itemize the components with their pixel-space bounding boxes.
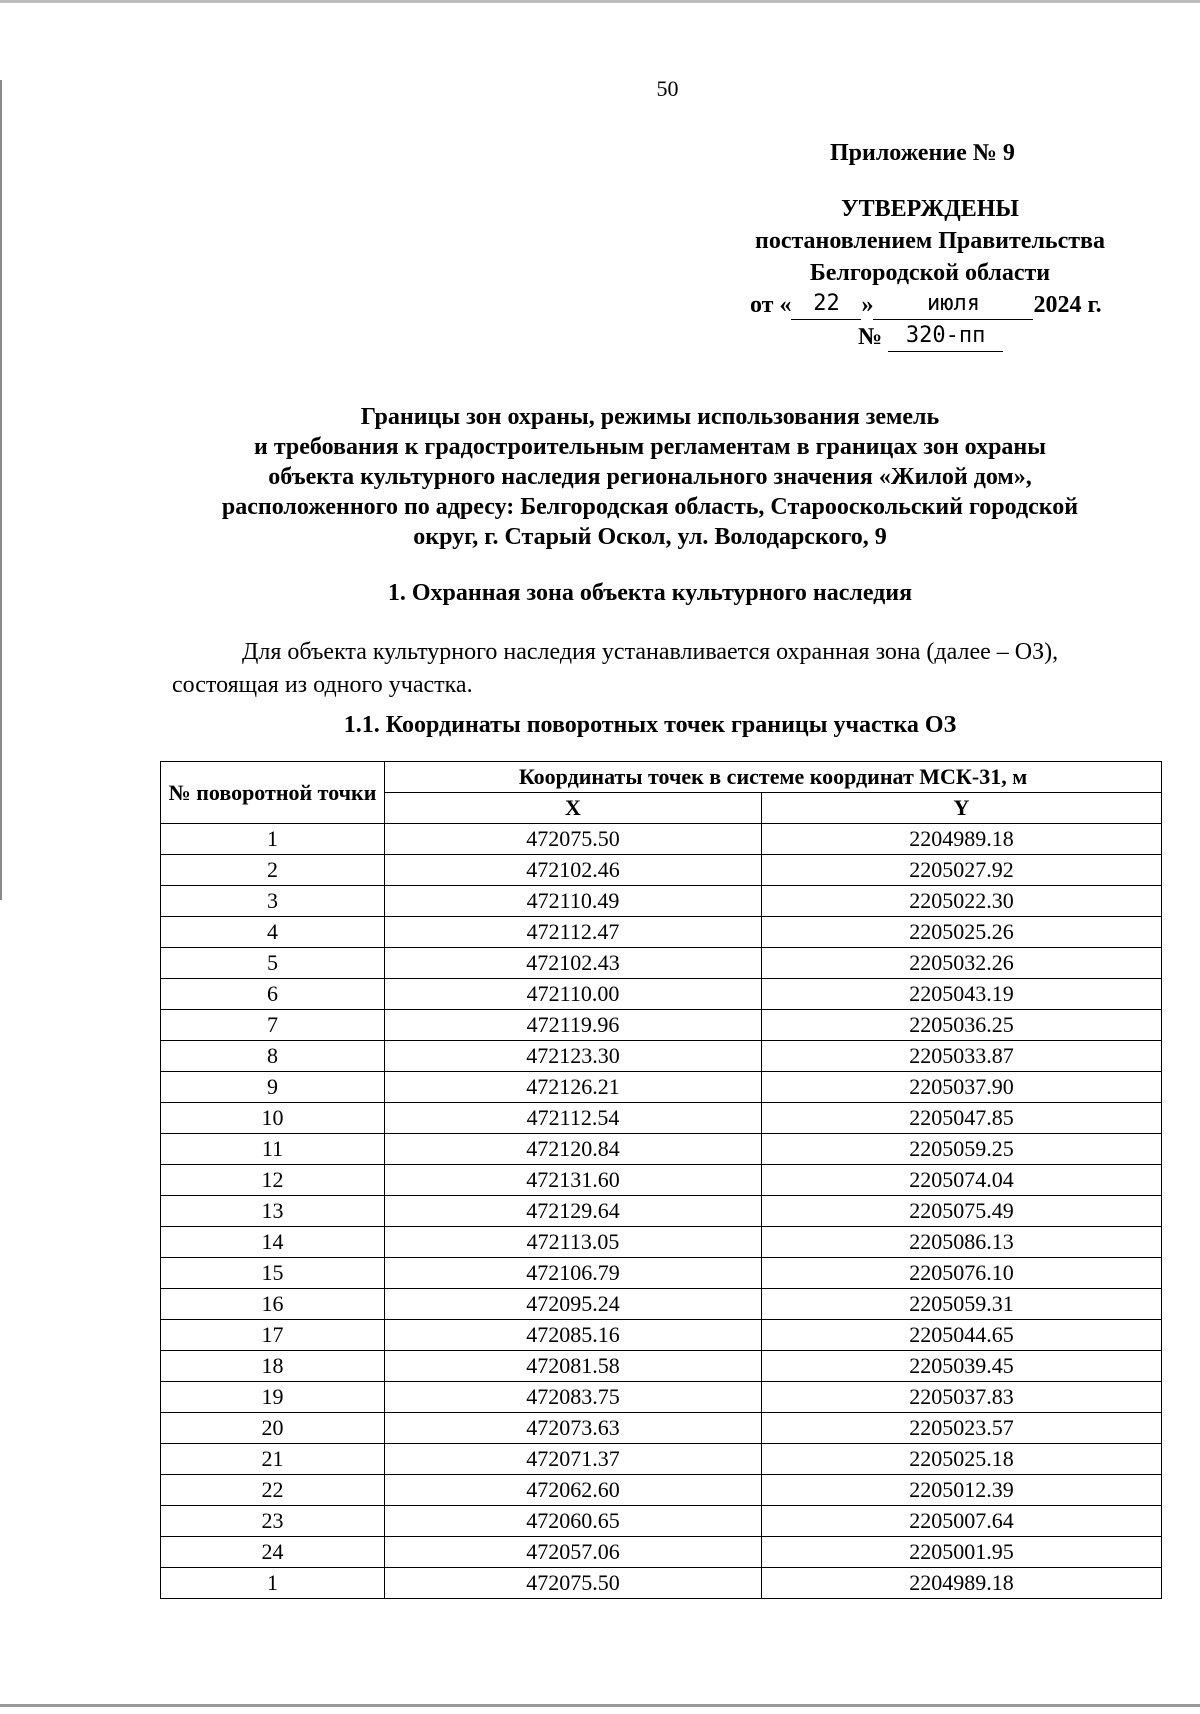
cell-x: 472102.46 (385, 855, 762, 886)
cell-x: 472071.37 (385, 1444, 762, 1475)
page-number: 50 (656, 76, 679, 101)
cell-x: 472057.06 (385, 1537, 762, 1568)
col-coordinates-header: Координаты точек в системе координат МСК-31, м (385, 762, 1162, 793)
document-title (170, 402, 1130, 552)
title-line: расположенного по адресу: Белгородская область, Старооскольский городской (221, 494, 1079, 520)
cell-x: 472060.65 (385, 1506, 762, 1537)
approved-label: УТВЕРЖДЕНЫ (841, 196, 1019, 222)
cell-point-number: 13 (161, 1196, 385, 1227)
cell-x: 472123.30 (385, 1041, 762, 1072)
date-prefix: от « (750, 292, 792, 318)
cell-y: 2205036.25 (762, 1010, 1162, 1041)
cell-y: 2205039.45 (762, 1351, 1162, 1382)
cell-point-number: 19 (161, 1382, 385, 1413)
cell-y: 2205059.31 (762, 1289, 1162, 1320)
cell-y: 2204989.18 (762, 824, 1162, 855)
cell-y: 2205007.64 (762, 1506, 1162, 1537)
cell-y: 2205044.65 (762, 1320, 1162, 1351)
cell-point-number: 18 (161, 1351, 385, 1382)
cell-point-number: 9 (161, 1072, 385, 1103)
table-row (161, 1103, 1162, 1134)
cell-x: 472106.79 (385, 1258, 762, 1289)
cell-point-number: 12 (161, 1165, 385, 1196)
approved-by: постановлением Правительства (754, 228, 1105, 254)
date-mid: » (861, 292, 874, 318)
title-line: округ, г. Старый Оскол, ул. Володарского, 9 (413, 524, 887, 550)
decree-number: 320-пп (888, 321, 1003, 352)
table-row (161, 1010, 1162, 1041)
table-row (161, 1382, 1162, 1413)
cell-y: 2205076.10 (762, 1258, 1162, 1289)
cell-y: 2205047.85 (762, 1103, 1162, 1134)
table-row (161, 1258, 1162, 1289)
col-x-header: X (385, 793, 762, 824)
cell-x: 472120.84 (385, 1134, 762, 1165)
cell-x: 472075.50 (385, 824, 762, 855)
table-row (161, 1537, 1162, 1568)
col-point-number-header: № поворотной точки (161, 762, 385, 824)
cell-x: 472083.75 (385, 1382, 762, 1413)
scan-edge-bottom (0, 1704, 1200, 1707)
cell-y: 2205033.87 (762, 1041, 1162, 1072)
cell-y: 2205059.25 (762, 1134, 1162, 1165)
table-row (161, 1041, 1162, 1072)
table-row (161, 1227, 1162, 1258)
cell-point-number: 3 (161, 886, 385, 917)
cell-y: 2205075.49 (762, 1196, 1162, 1227)
table-row (161, 824, 1162, 855)
cell-x: 472126.21 (385, 1072, 762, 1103)
number-prefix: № (858, 324, 883, 350)
cell-x: 472081.58 (385, 1351, 762, 1382)
col-y-header: Y (762, 793, 1162, 824)
approved-region: Белгородской области (809, 260, 1051, 286)
cell-y: 2205037.90 (762, 1072, 1162, 1103)
cell-point-number: 21 (161, 1444, 385, 1475)
cell-point-number: 5 (161, 948, 385, 979)
cell-y: 2205012.39 (762, 1475, 1162, 1506)
cell-point-number: 22 (161, 1475, 385, 1506)
cell-point-number: 14 (161, 1227, 385, 1258)
table-row (161, 1320, 1162, 1351)
cell-x: 472131.60 (385, 1165, 762, 1196)
approval-number (858, 320, 1003, 354)
date-year: 2024 г. (1033, 292, 1102, 318)
coordinates-table (160, 761, 1162, 1599)
cell-point-number: 7 (161, 1010, 385, 1041)
table-row (161, 1413, 1162, 1444)
cell-point-number: 17 (161, 1320, 385, 1351)
cell-point-number: 6 (161, 979, 385, 1010)
table-row (161, 1568, 1162, 1599)
cell-y: 2204989.18 (762, 1568, 1162, 1599)
cell-x: 472075.50 (385, 1568, 762, 1599)
cell-x: 472129.64 (385, 1196, 762, 1227)
table-row (161, 948, 1162, 979)
cell-y: 2205023.57 (762, 1413, 1162, 1444)
cell-point-number: 20 (161, 1413, 385, 1444)
cell-x: 472073.63 (385, 1413, 762, 1444)
section-heading: 1. Охранная зона объекта культурного наследия (387, 580, 913, 606)
table-row (161, 979, 1162, 1010)
cell-y: 2205037.83 (762, 1382, 1162, 1413)
cell-x: 472110.00 (385, 979, 762, 1010)
cell-y: 2205043.19 (762, 979, 1162, 1010)
table-row (161, 917, 1162, 948)
cell-x: 472112.47 (385, 917, 762, 948)
cell-x: 472085.16 (385, 1320, 762, 1351)
table-row (161, 1165, 1162, 1196)
cell-y: 2205001.95 (762, 1537, 1162, 1568)
table-row (161, 1475, 1162, 1506)
cell-point-number: 2 (161, 855, 385, 886)
cell-point-number: 11 (161, 1134, 385, 1165)
cell-x: 472102.43 (385, 948, 762, 979)
title-line: объекта культурного наследия регионального значения «Жилой дом», (268, 464, 1032, 490)
table-row (161, 1072, 1162, 1103)
cell-point-number: 10 (161, 1103, 385, 1134)
cell-point-number: 16 (161, 1289, 385, 1320)
cell-point-number: 15 (161, 1258, 385, 1289)
cell-y: 2205086.13 (762, 1227, 1162, 1258)
cell-x: 472119.96 (385, 1010, 762, 1041)
table-row (161, 1506, 1162, 1537)
cell-point-number: 4 (161, 917, 385, 948)
cell-point-number: 1 (161, 1568, 385, 1599)
table-row (161, 1289, 1162, 1320)
approval-date (750, 288, 1102, 322)
cell-y: 2205022.30 (762, 886, 1162, 917)
table-row (161, 1134, 1162, 1165)
scan-edge-left (0, 80, 2, 900)
title-line: Границы зон охраны, режимы использования земель (360, 404, 940, 430)
scan-edge-top (0, 0, 1200, 3)
title-line: и требования к градостроительным регламентам в границах зон охраны (254, 434, 1046, 460)
cell-y: 2205074.04 (762, 1165, 1162, 1196)
table-row (161, 1351, 1162, 1382)
cell-point-number: 8 (161, 1041, 385, 1072)
cell-x: 472110.49 (385, 886, 762, 917)
cell-point-number: 24 (161, 1537, 385, 1568)
appendix-label: Приложение № 9 (830, 140, 1015, 166)
cell-point-number: 23 (161, 1506, 385, 1537)
table-row (161, 886, 1162, 917)
table-heading: 1.1. Координаты поворотных точек границы участка ОЗ (343, 712, 957, 738)
body-paragraph: Для объекта культурного наследия устанавливается охранная зона (далее – ОЗ), состоящая из одного участка. (172, 639, 1059, 698)
date-day: 22 (791, 289, 861, 320)
table-row (161, 855, 1162, 886)
cell-x: 472113.05 (385, 1227, 762, 1258)
table-row (161, 1444, 1162, 1475)
coordinates-table-body (161, 824, 1162, 1599)
cell-x: 472112.54 (385, 1103, 762, 1134)
cell-x: 472062.60 (385, 1475, 762, 1506)
cell-y: 2205032.26 (762, 948, 1162, 979)
cell-y: 2205025.26 (762, 917, 1162, 948)
cell-y: 2205025.18 (762, 1444, 1162, 1475)
cell-y: 2205027.92 (762, 855, 1162, 886)
table-row (161, 1196, 1162, 1227)
cell-point-number: 1 (161, 824, 385, 855)
cell-x: 472095.24 (385, 1289, 762, 1320)
date-month: июля (873, 289, 1033, 320)
